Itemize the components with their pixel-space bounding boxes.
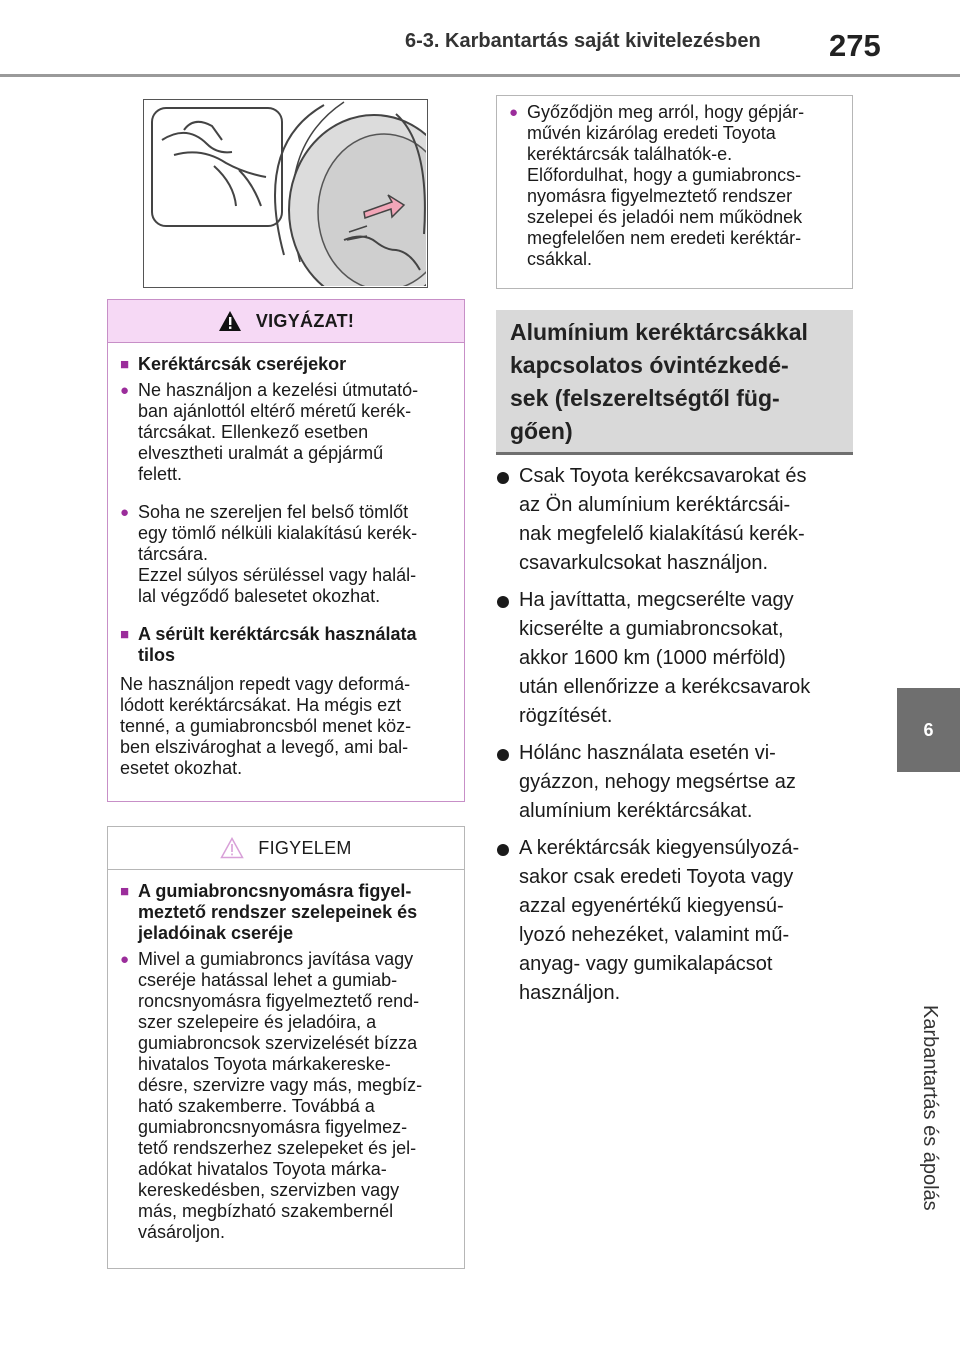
continued-note-box xyxy=(496,95,853,289)
bullet-dot-icon xyxy=(497,596,509,608)
notice-item: ● Mivel a gumiabroncs javítása vagy cseréje hatással lehet a gumiab- roncsnyomásra figyelmeztető rend- szer szelepeire és jeladóira, a gumiabroncsok szervizelését bízza hivatalos Toyota márkakereske- désre, szervizre vagy más, megbíz- ható szakemberre. Továbbá a gumiabroncsnyomásra figyelmez- tető rendszerhez szelepeket és jel- adókat hivatalos Toyota márka- kereskedésben, szervizben vagy más, megbízható szakembernél vásároljon. xyxy=(120,949,423,1242)
warning-paragraph: Ne használjon repedt vagy deformá- lódott keréktárcsákat. Ha mégis ezt tenné, a gumiabroncsból menet köz- ben elszivároghat a levegő, ami bal- esetet okozhat. xyxy=(120,674,412,778)
chapter-side-label: Karbantartás és ápolás xyxy=(919,1005,941,1211)
page-number: 275 xyxy=(829,28,881,63)
circle-bullet-icon: ● xyxy=(120,504,130,521)
list-item: Csak Toyota kerékcsavarokat és az Ön alumínium keréktárcsái- nak megfelelő kialakítású kerék- csavarkulcsokat használjon. xyxy=(497,462,857,578)
notice-header xyxy=(108,827,464,870)
caution-triangle-icon xyxy=(220,837,244,859)
warning-title: VIGYÁZAT! xyxy=(255,310,355,331)
section-heading: Alumínium keréktárcsákkal kapcsolatos óvintézkedé- sek (felszereltségtől füg- gően) xyxy=(496,310,853,455)
notice-box xyxy=(107,826,465,1269)
notice-heading: ■ A gumiabroncsnyomásra figyel- meztető rendszer szelepeinek és jeladóinak cseréje xyxy=(120,881,418,943)
warning-heading: ■ A sérült keréktárcsák használata tilos xyxy=(120,624,417,665)
list-item: Hólánc használata esetén vi- gyázzon, nehogy megsértse az alumínium keréktárcsákat. xyxy=(497,739,857,826)
notice-title: FIGYELEM xyxy=(258,837,352,858)
note-item: ● Győződjön meg arról, hogy gépjár- művén kizárólag eredeti Toyota keréktárcsák találhatók-e. Előfordulhat, hogy a gumiabroncs- nyomásra figyelmeztető rendszer szelepei és jeladói nem működnek megfelelően nem eredeti keréktár- csákkal. xyxy=(509,102,805,269)
warning-box xyxy=(107,299,465,802)
chapter-number: 6 xyxy=(923,719,934,740)
square-bullet-icon: ■ xyxy=(120,883,130,900)
circle-bullet-icon: ● xyxy=(120,951,130,968)
warning-header xyxy=(108,300,464,343)
list-item: Ha javíttatta, megcserélte vagy kicserélte a gumiabroncsokat, akkor 1600 km (1000 mérföld) után ellenőrizze a kerékcsavarok rögzítését. xyxy=(497,586,857,731)
wheel-valve-illustration xyxy=(143,99,428,288)
square-bullet-icon: ■ xyxy=(120,626,130,643)
warning-triangle-icon xyxy=(218,310,242,332)
precaution-list xyxy=(497,462,857,1016)
chapter-tab[interactable] xyxy=(897,688,960,772)
warning-item: ● Ne használjon a kezelési útmutató- ban ajánlottól eltérő méretű kerék- tárcsákat. Ellenkező esetben elvesztheti uralmát a gépjármű felett. xyxy=(120,380,419,484)
warning-item: ● Soha ne szereljen fel belső tömlőt egy tömlő nélküli kialakítású kerék- tárcsára. Ezzel súlyos sérüléssel vagy halál- lal végződő balesetet okozhat. xyxy=(120,502,418,606)
square-bullet-icon: ■ xyxy=(120,356,130,373)
header-divider xyxy=(0,74,960,77)
page-header-section: 6-3. Karbantartás saját kivitelezésben xyxy=(405,30,761,52)
bullet-dot-icon xyxy=(497,472,509,484)
list-item: A keréktárcsák kiegyensúlyozá- sakor csak eredeti Toyota vagy azzal egyenértékű kiegyensú- lyozó nehezéket, valamint mű- anyag- vagy gumikalapácsot használjon. xyxy=(497,834,857,1008)
valve-replacement-drawing xyxy=(144,100,426,286)
circle-bullet-icon: ● xyxy=(509,104,519,121)
circle-bullet-icon: ● xyxy=(120,382,130,399)
bullet-dot-icon xyxy=(497,844,509,856)
warning-heading: ■ Keréktárcsák cseréjekor xyxy=(120,354,347,374)
bullet-dot-icon xyxy=(497,749,509,761)
